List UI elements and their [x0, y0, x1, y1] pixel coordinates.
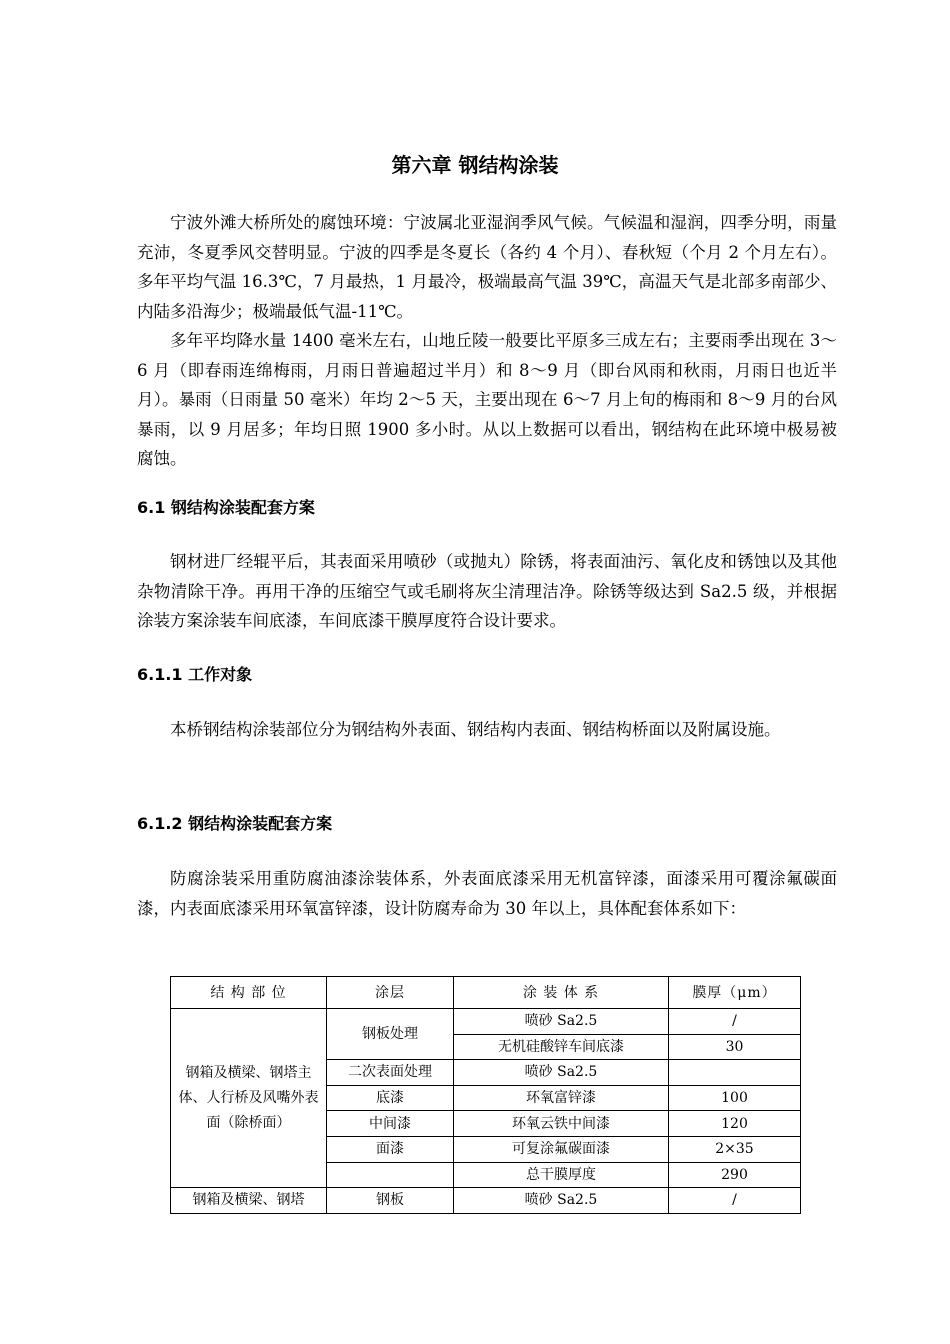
thickness-cell: /: [669, 1009, 801, 1035]
system-cell: 可复涂氟碳面漆: [454, 1136, 669, 1162]
coating-table: [170, 976, 801, 1214]
table-header-row: [171, 977, 801, 1009]
header-layer: 涂层: [327, 977, 454, 1009]
layer-cell: 钢板: [327, 1188, 454, 1214]
table-row: [171, 1188, 801, 1214]
paragraph-rainfall: 多年平均降水量 1400 毫米左右，山地丘陵一般要比平原多三成左右；主要雨季出现在 3～6 月（即春雨连绵梅雨，月雨日普遍超过半月）和 8～9 月（即台风雨和秋雨，月雨日也近半月）。暴雨（日雨量 50 毫米）年均 2～5 天，主要出现在 6～7 月上旬的梅雨和 8～9 月的台风暴雨，以 9 月居多；年均日照 1900 多小时。从以上数据可以看出，钢结构在此环境中极易被腐蚀。: [137, 331, 837, 468]
system-cell: 环氧云铁中间漆: [454, 1111, 669, 1137]
layer-cell-steel-treatment: 钢板处理: [327, 1009, 454, 1060]
paragraph-coating-system: 防腐涂装采用重防腐油漆涂装体系，外表面底漆采用无机富锌漆，面漆采用可覆涂氟碳面漆，内表面底漆采用环氧富锌漆，设计防腐寿命为 30 年以上，具体配套体系如下：: [137, 869, 837, 918]
system-cell: 环氧富锌漆: [454, 1085, 669, 1111]
thickness-cell: 30: [669, 1034, 801, 1060]
part-cell-exterior: 钢箱及横梁、钢塔主体、人行桥及风嘴外表面（除桥面）: [171, 1009, 327, 1188]
paragraph-work-object: 本桥钢结构涂装部位分为钢结构外表面、钢结构内表面、钢结构桥面以及附属设施。: [170, 720, 781, 739]
thickness-cell: 290: [669, 1162, 801, 1188]
paragraph-climate: 宁波外滩大桥所处的腐蚀环境：宁波属北亚湿润季风气候。气候温和湿润，四季分明，雨量充沛，冬夏季风交替明显。宁波的四季是冬夏长（各约 4 个月）、春秋短（个月 2 个月左右）。多年平均气温 16.3℃，7 月最热，1 月最冷，极端最高气温 39℃，高温天气是北部多南部少、内陆多沿海少；极端最低气温-11℃。: [137, 213, 837, 321]
system-cell: 总干膜厚度: [454, 1162, 669, 1188]
system-cell: 喷砂 Sa2.5: [454, 1188, 669, 1214]
chapter-title: 第六章 钢结构涂装: [391, 153, 559, 177]
thickness-cell: 2×35: [669, 1136, 801, 1162]
system-cell: 喷砂 Sa2.5: [454, 1060, 669, 1086]
thickness-cell: /: [669, 1188, 801, 1214]
thickness-cell: [669, 1060, 801, 1086]
section-heading-6-1: 6.1 钢结构涂装配套方案: [137, 498, 315, 517]
thickness-cell: 120: [669, 1111, 801, 1137]
layer-cell: 二次表面处理: [327, 1060, 454, 1086]
part-cell-continued: 钢箱及横梁、钢塔: [171, 1188, 327, 1214]
header-system: 涂 装 体 系: [454, 977, 669, 1009]
thickness-cell: 100: [669, 1085, 801, 1111]
layer-cell: 面漆: [327, 1136, 454, 1162]
header-part: 结 构 部 位: [171, 977, 327, 1009]
layer-cell: 底漆: [327, 1085, 454, 1111]
layer-cell: 中间漆: [327, 1111, 454, 1137]
layer-cell: [327, 1162, 454, 1188]
section-heading-6-1-2: 6.1.2 钢结构涂装配套方案: [137, 814, 333, 833]
section-heading-6-1-1: 6.1.1 工作对象: [137, 665, 253, 684]
system-cell: 无机硅酸锌车间底漆: [454, 1034, 669, 1060]
paragraph-rust-removal: 钢材进厂经辊平后，其表面采用喷砂（或抛丸）除锈，将表面油污、氧化皮和锈蚀以及其他杂物清除干净。再用干净的压缩空气或毛刷将灰尘清理洁净。除锈等级达到 Sa2.5 级，并根据涂装方案涂装车间底漆，车间底漆干膜厚度符合设计要求。: [137, 552, 837, 630]
table-row: [171, 1009, 801, 1035]
header-thickness: 膜厚（μm）: [669, 977, 801, 1009]
system-cell: 喷砂 Sa2.5: [454, 1009, 669, 1035]
